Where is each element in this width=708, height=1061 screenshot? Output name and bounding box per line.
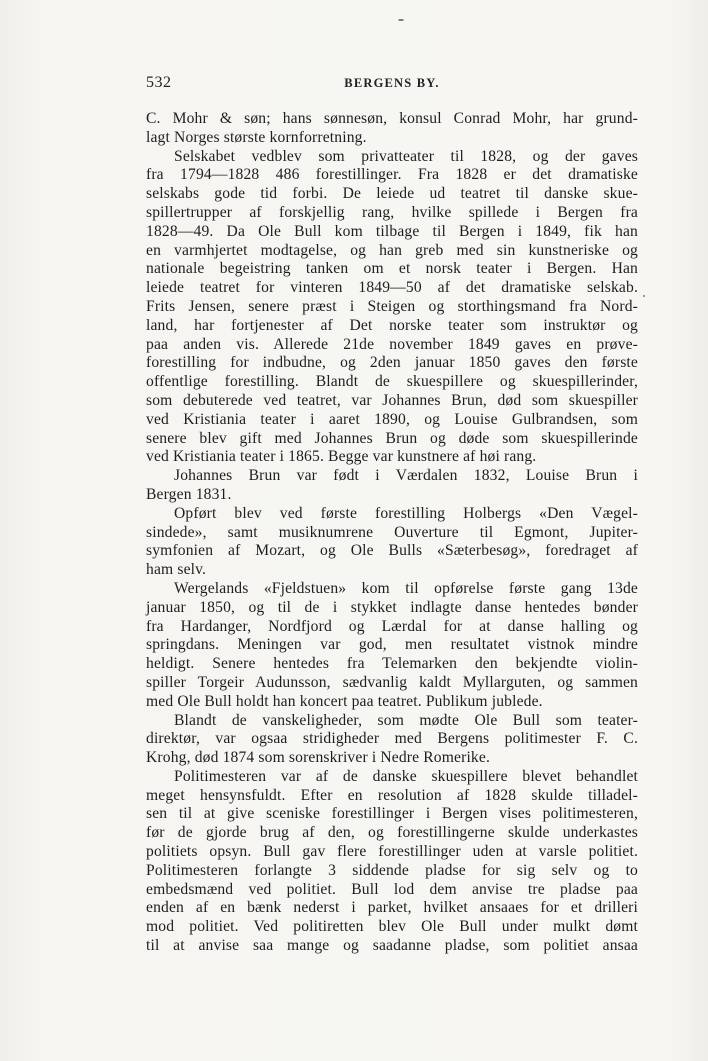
text-line: januar 1850, og til de i stykket indlagte danse hentedes bønder xyxy=(146,598,638,616)
text-line: en varmhjertet modtagelse, og han greb med sin kunstneriske og xyxy=(146,241,638,259)
text-line: Politimesteren forlangte 3 siddende pladse for sig selv og to xyxy=(146,861,638,879)
text-line: offentlige forestilling. Blandt de skuespillere og skuespillerinder, xyxy=(146,373,638,391)
body-text xyxy=(146,110,638,956)
text-line: Krohg, død 1874 som sorenskriver i Nedre Romerike. xyxy=(146,749,490,767)
text-line: Opført blev ved første forestilling Holbergs «Den Vægel- xyxy=(174,504,638,522)
text-line: Wergelands «Fjeldstuen» kom til opførelse første gang 13de xyxy=(174,579,638,597)
print-speck xyxy=(643,295,645,297)
text-line: 1828—49. Da Ole Bull kom tilbage til Bergen i 1849, fik han xyxy=(146,222,638,240)
print-speck xyxy=(398,19,404,21)
page-number: 532 xyxy=(146,74,172,91)
text-line: sen til at give sceniske forestillinger i Bergen vises politimesteren, xyxy=(146,805,638,823)
text-line: spiller Torgeir Audunsson, sædvanlig kaldt Myllarguten, og sammen xyxy=(146,673,638,691)
text-line: nationale begeistring tanken om et norsk teater i Bergen. Han xyxy=(146,260,638,278)
text-line: politiets opsyn. Bull gav flere forestillinger uden at varsle politiet. xyxy=(146,843,638,861)
text-line: med Ole Bull holdt han koncert paa teatret. Publikum jublede. xyxy=(146,692,543,710)
text-line: heldigt. Senere hentedes fra Telemarken den bekjendte violin- xyxy=(146,655,638,673)
text-line: som debuterede ved teatret, var Johannes Brun, død som skuespiller xyxy=(146,391,638,409)
text-line: Johannes Brun var født i Værdalen 1832, Louise Brun i xyxy=(174,467,638,485)
text-line: ham selv. xyxy=(146,561,207,579)
text-line: sindede», samt musiknumrene Ouverture til Egmont, Jupiter- xyxy=(146,523,638,541)
text-line: mod politiet. Ved politiretten blev Ole Bull under mulkt dømt xyxy=(146,918,638,936)
text-line: meget hensynsfuldt. Efter en resolution af 1828 skulde tilladel- xyxy=(146,786,638,804)
text-line: Frits Jensen, senere præst i Steigen og storthingsmand fra Nord- xyxy=(146,297,638,315)
text-line: leiede teatret for vinteren 1849—50 af det dramatiske selskab. xyxy=(146,279,638,297)
text-line: symfonien af Mozart, og Ole Bulls «Sæterbesøg», foredraget af xyxy=(146,542,638,560)
text-line: direktør, var ogsaa stridigheder med Bergens politimester F. C. xyxy=(146,730,638,748)
text-line: land, har fortjenester af Det norske teater som instruktør og xyxy=(146,316,638,334)
running-title: BERGENS BY. xyxy=(344,76,440,90)
text-line: lagt Norges største kornforretning. xyxy=(146,128,367,146)
text-line: til at anvise saa mange og saadanne pladse, som politiet ansaa xyxy=(146,937,638,955)
text-line: senere blev gift med Johannes Brun og døde som skuespillerinde xyxy=(146,429,638,447)
text-line: C. Mohr & søn; hans sønnesøn, konsul Conrad Mohr, har grund- xyxy=(146,110,638,127)
text-line: ved Kristiania teater i aaret 1890, og Louise Gulbrandsen, som xyxy=(146,410,638,428)
text-line: Politimesteren var af de danske skuespillere blevet behandlet xyxy=(174,767,638,785)
text-line: fra 1794—1828 486 forestillinger. Fra 1828 er det dramatiske xyxy=(146,166,638,184)
text-line: spillertrupper af forskjellig rang, hvilke spillede i Bergen fra xyxy=(146,203,638,221)
text-line: enden af en bænk nederst i parket, hvilket ansaaes for et drilleri xyxy=(146,899,638,917)
text-line: ved Kristiania teater i 1865. Begge var kunstnere af høi rang. xyxy=(146,448,537,466)
text-line: paa anden vis. Allerede 21de november 1849 gaves en prøve- xyxy=(146,335,638,353)
text-line: forestilling for indbudne, og 2den januar 1850 gaves den første xyxy=(146,354,638,372)
page-header xyxy=(146,74,638,98)
text-line: selskabs gode tid forbi. De leiede ud teatret til danske skue- xyxy=(146,185,638,203)
text-line: springdans. Meningen var god, men resultatet vistnok mindre xyxy=(146,636,638,654)
text-line: før de gjorde brug af den, og forestillingerne skulde underkastes xyxy=(146,824,638,842)
text-line: Selskabet vedblev som privatteater til 1828, og der gaves xyxy=(174,147,638,165)
text-line: Blandt de vanskeligheder, som mødte Ole Bull som teater- xyxy=(174,711,638,729)
text-line: Bergen 1831. xyxy=(146,485,232,503)
text-line: fra Hardanger, Nordfjord og Lærdal for at danse halling og xyxy=(146,617,638,635)
text-line: embedsmænd ved politiet. Bull lod dem anvise tre pladse paa xyxy=(146,880,638,898)
